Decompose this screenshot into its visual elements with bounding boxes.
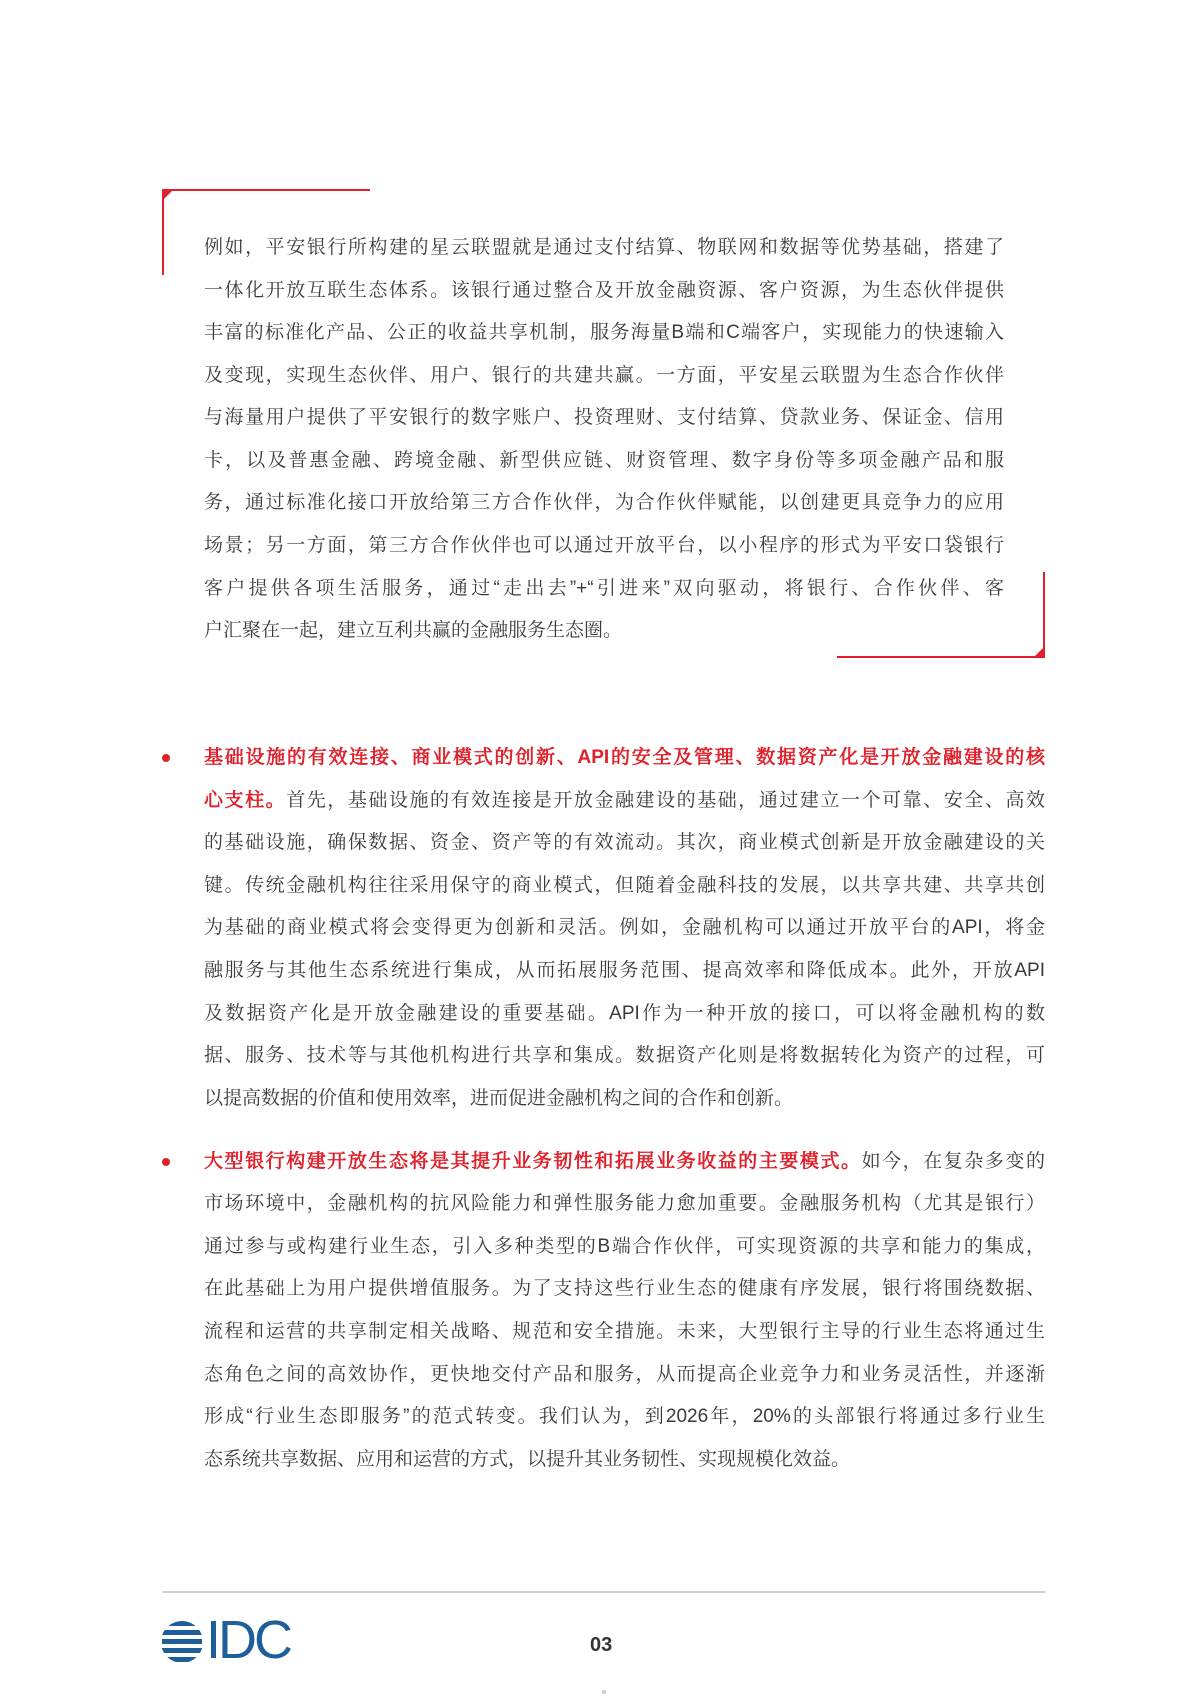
text-line: 户汇聚在一起，建立互利共赢的金融服务生态圈。 xyxy=(204,620,623,641)
text-line: 流程和运营的共享制定相关战略、规范和安全措施。未来，大型银行主导的行业生态将通过生 xyxy=(204,1321,1045,1342)
idc-logo xyxy=(162,1610,312,1670)
text-line xyxy=(204,788,1045,814)
callout-corner-triangle xyxy=(162,189,174,201)
text-line: 据、服务、技术等与其他机构进行共享和集成。数据资产化则是将数据转化为资产的过程，可 xyxy=(204,1045,1045,1066)
text-line: 务，通过标准化接口开放给第三方合作伙伴，为合作伙伴赋能，以创建更具竞争力的应用 xyxy=(204,492,1004,513)
text-line: 卡，以及普惠金融、跨境金融、新型供应链、财资管理、数字身份等多项金融产品和服 xyxy=(204,450,1004,471)
bullet-heading: 大型银行构建开放生态将是其提升业务韧性和拓展业务收益的主要模式。 xyxy=(204,1151,862,1172)
callout-corner-triangle-bottom xyxy=(1033,646,1045,658)
text-segment: 如今，在复杂多变的 xyxy=(861,1151,1045,1172)
page-number: 03 xyxy=(590,1634,613,1656)
text-line: 态角色之间的高效协作，更快地交付产品和服务，从而提高企业竞争力和业务灵活性，并逐渐 xyxy=(204,1364,1045,1385)
text-line: 与海量用户提供了平安银行的数字账户、投资理财、支付结算、贷款业务、保证金、信用 xyxy=(204,407,1004,428)
text-line: 融服务与其他生态系统进行集成，从而拓展服务范围、提高效率和降低成本。此外，开放API xyxy=(204,960,1045,981)
callout-top-border xyxy=(162,189,370,191)
text-line: 及数据资产化是开放金融建设的重要基础。API作为一种开放的接口，可以将金融机构的数 xyxy=(204,1003,1045,1024)
text-line: 及变现，实现生态伙伴、用户、银行的共建共赢。一方面，平安星云联盟为生态合作伙伴 xyxy=(204,365,1004,386)
text-line: 以提高数据的价值和使用效率，进而促进金融机构之间的合作和创新。 xyxy=(204,1088,794,1109)
callout-left-border xyxy=(162,189,164,275)
text-line: 例如，平安银行所构建的星云联盟就是通过支付结算、物联网和数据等优势基础，搭建了 xyxy=(204,237,1004,258)
text-line: 客户提供各项生活服务，通过“走出去”+“引进来”双向驱动，将银行、合作伙伴、客 xyxy=(204,578,1004,599)
text-line: 态系统共享数据、应用和运营的方式，以提升其业务韧性、实现规模化效益。 xyxy=(204,1449,851,1470)
callout-bottom-border xyxy=(837,656,1045,658)
text-line xyxy=(204,1149,1045,1175)
page-marker-dot xyxy=(602,1690,606,1694)
text-line: 通过参与或构建行业生态，引入多种类型的B端合作伙伴，可实现资源的共享和能力的集成， xyxy=(204,1236,1045,1257)
footer-divider xyxy=(162,1591,1045,1593)
text-line: 的基础设施，确保数据、资金、资产等的有效流动。其次，商业模式创新是开放金融建设的关 xyxy=(204,832,1045,853)
bullet-heading-end: 心支柱。 xyxy=(204,790,287,811)
text-line: 在此基础上为用户提供增值服务。为了支持这些行业生态的健康有序发展，银行将围绕数据、 xyxy=(204,1278,1045,1299)
bullet-heading: 基础设施的有效连接、商业模式的创新、API的安全及管理、数据资产化是开放金融建设的核 xyxy=(204,747,1045,768)
text-line: 丰富的标准化产品、公正的收益共享机制，服务海量B端和C端客户，实现能力的快速输入 xyxy=(204,322,1004,343)
text-line: 市场环境中，金融机构的抗风险能力和弹性服务能力愈加重要。金融服务机构（尤其是银行） xyxy=(204,1193,1045,1214)
text-line: 场景；另一方面，第三方合作伙伴也可以通过开放平台，以小程序的形式为平安口袋银行 xyxy=(204,535,1004,556)
bullet-icon xyxy=(162,1158,170,1166)
globe-icon xyxy=(162,1619,202,1665)
text-line: 键。传统金融机构往往采用保守的商业模式，但随着金融科技的发展，以共享共建、共享共创 xyxy=(204,875,1045,896)
logo-text: IDC xyxy=(206,1610,290,1670)
text-line: 一体化开放互联生态体系。该银行通过整合及开放金融资源、客户资源，为生态伙伴提供 xyxy=(204,280,1004,301)
text-line: 形成“行业生态即服务”的范式转变。我们认为，到2026年，20%的头部银行将通过多行业生 xyxy=(204,1406,1045,1427)
text-segment: 首先，基础设施的有效连接是开放金融建设的基础，通过建立一个可靠、安全、高效 xyxy=(286,790,1045,811)
text-line: 为基础的商业模式将会变得更为创新和灵活。例如，金融机构可以通过开放平台的API，将金 xyxy=(204,917,1045,938)
bullet-icon xyxy=(162,754,170,762)
